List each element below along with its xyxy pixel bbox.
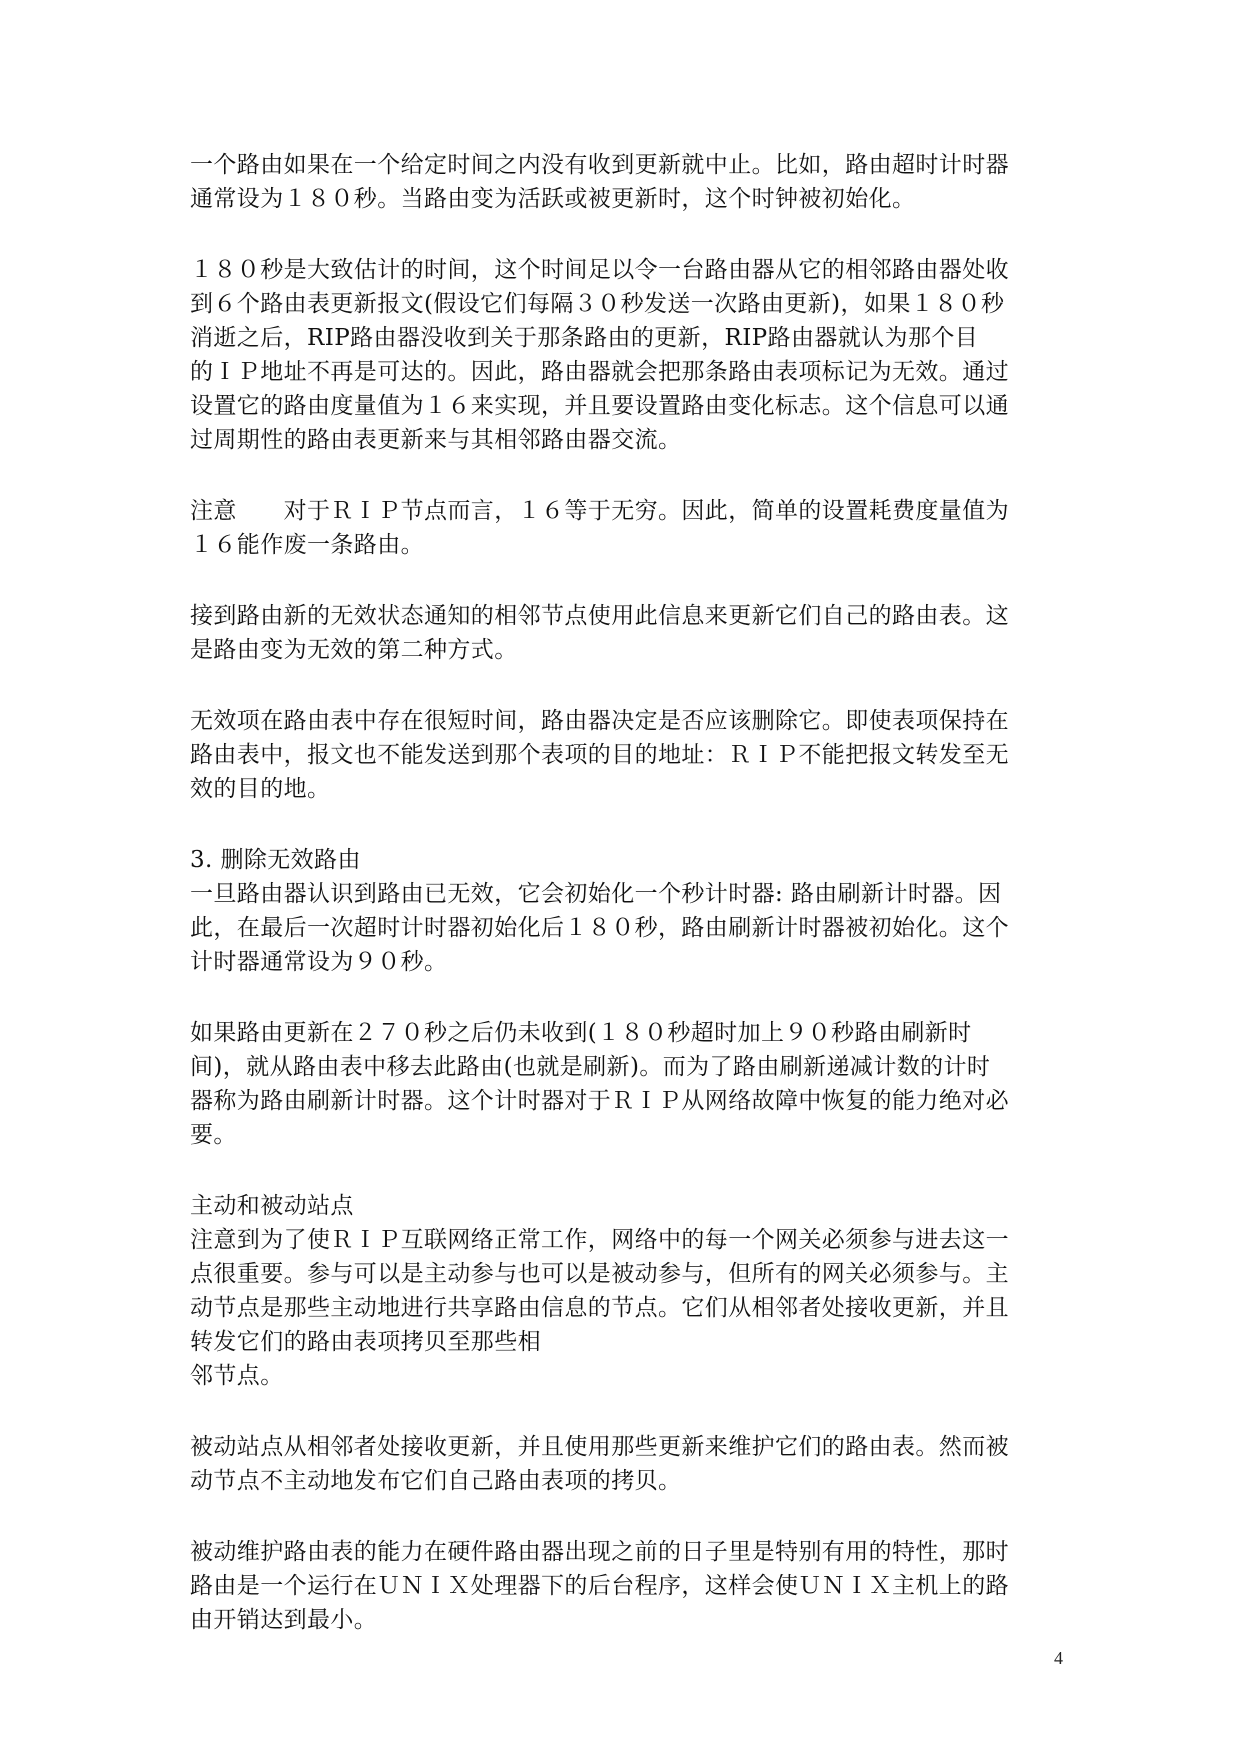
- paragraph: [190, 877, 1070, 979]
- text-line: 点很重要。参与可以是主动参与也可以是被动参与，但所有的网关必须参与。主: [190, 1261, 1009, 1287]
- text-line: 3. 删除无效路由: [190, 847, 361, 873]
- text-line: 通常设为１８０秒。当路由变为活跃或被更新时，这个时钟被初始化。: [190, 186, 916, 212]
- text-line: 主动和被动站点: [190, 1193, 354, 1219]
- paragraph: [190, 599, 1070, 667]
- text-line: 间)，就从路由表中移去此路由(也就是刷新)。而为了路由刷新递减计数的计时: [190, 1054, 991, 1080]
- paragraph: [190, 843, 1070, 877]
- text-line: 动节点是那些主动地进行共享路由信息的节点。它们从相邻者处接收更新，并且: [190, 1295, 1009, 1321]
- text-line: 由开销达到最小。: [190, 1607, 378, 1633]
- text-line: 效的目的地。: [190, 776, 331, 802]
- paragraph: [190, 253, 1070, 457]
- text-line: 注意 对于ＲＩＰ节点而言，１６等于无穷。因此，简单的设置耗费度量值为: [190, 498, 1009, 524]
- text-line: 邻节点。: [190, 1363, 284, 1389]
- paragraph: [190, 704, 1070, 806]
- page-number: 4: [1054, 1648, 1063, 1668]
- paragraph: [190, 1535, 1070, 1637]
- text-line: 要。: [190, 1122, 237, 1148]
- text-line: １８０秒是大致估计的时间，这个时间足以令一台路由器从它的相邻路由器处收: [190, 257, 1009, 283]
- paragraph: [190, 1430, 1070, 1498]
- text-line: 转发它们的路由表项拷贝至那些相: [190, 1329, 541, 1355]
- text-line: 注意到为了使ＲＩＰ互联网络正常工作，网络中的每一个网关必须参与进去这一: [190, 1227, 1009, 1253]
- text-line: 此，在最后一次超时计时器初始化后１８０秒，路由刷新计时器被初始化。这个: [190, 915, 1009, 941]
- text-line: 一个路由如果在一个给定时间之内没有收到更新就中止。比如，路由超时计时器: [190, 152, 1009, 178]
- text-line: 被动站点从相邻者处接收更新，并且使用那些更新来维护它们的路由表。然而被: [190, 1434, 1009, 1460]
- text-line: 消逝之后，RIP路由器没收到关于那条路由的更新，RIP路由器就认为那个目: [190, 325, 979, 351]
- paragraph: [190, 148, 1070, 216]
- text-line: 无效项在路由表中存在很短时间，路由器决定是否应该删除它。即使表项保持在: [190, 708, 1009, 734]
- text-line: 被动维护路由表的能力在硬件路由器出现之前的日子里是特别有用的特性，那时: [190, 1539, 1009, 1565]
- text-line: 接到路由新的无效状态通知的相邻节点使用此信息来更新它们自己的路由表。这: [190, 603, 1009, 629]
- text-line: 设置它的路由度量值为１６来实现，并且要设置路由变化标志。这个信息可以通: [190, 393, 1009, 419]
- text-line: 器称为路由刷新计时器。这个计时器对于ＲＩＰ从网络故障中恢复的能力绝对必: [190, 1088, 1009, 1114]
- text-line: 动节点不主动地发布它们自己路由表项的拷贝。: [190, 1468, 682, 1494]
- text-line: 过周期性的路由表更新来与其相邻路由器交流。: [190, 427, 682, 453]
- paragraph: [190, 1016, 1070, 1152]
- text-line: 一旦路由器认识到路由已无效，它会初始化一个秒计时器: 路由刷新计时器。因: [190, 881, 1002, 907]
- paragraph: [190, 494, 1070, 562]
- text-line: 路由是一个运行在ＵＮＩＸ处理器下的后台程序，这样会使ＵＮＩＸ主机上的路: [190, 1573, 1009, 1599]
- text-line: 路由表中，报文也不能发送到那个表项的目的地址：ＲＩＰ不能把报文转发至无: [190, 742, 1009, 768]
- paragraph: [190, 1223, 1070, 1393]
- text-line: 的ＩＰ地址不再是可达的。因此，路由器就会把那条路由表项标记为无效。通过: [190, 359, 1009, 385]
- document-body: [190, 148, 1070, 1674]
- text-line: １６能作废一条路由。: [190, 532, 424, 558]
- text-line: 如果路由更新在２７０秒之后仍未收到(１８０秒超时加上９０秒路由刷新时: [190, 1020, 972, 1046]
- text-line: 是路由变为无效的第二种方式。: [190, 637, 518, 663]
- text-line: 到６个路由表更新报文(假设它们每隔３０秒发送一次路由更新)，如果１８０秒: [190, 291, 1005, 317]
- paragraph: [190, 1189, 1070, 1223]
- text-line: 计时器通常设为９０秒。: [190, 949, 448, 975]
